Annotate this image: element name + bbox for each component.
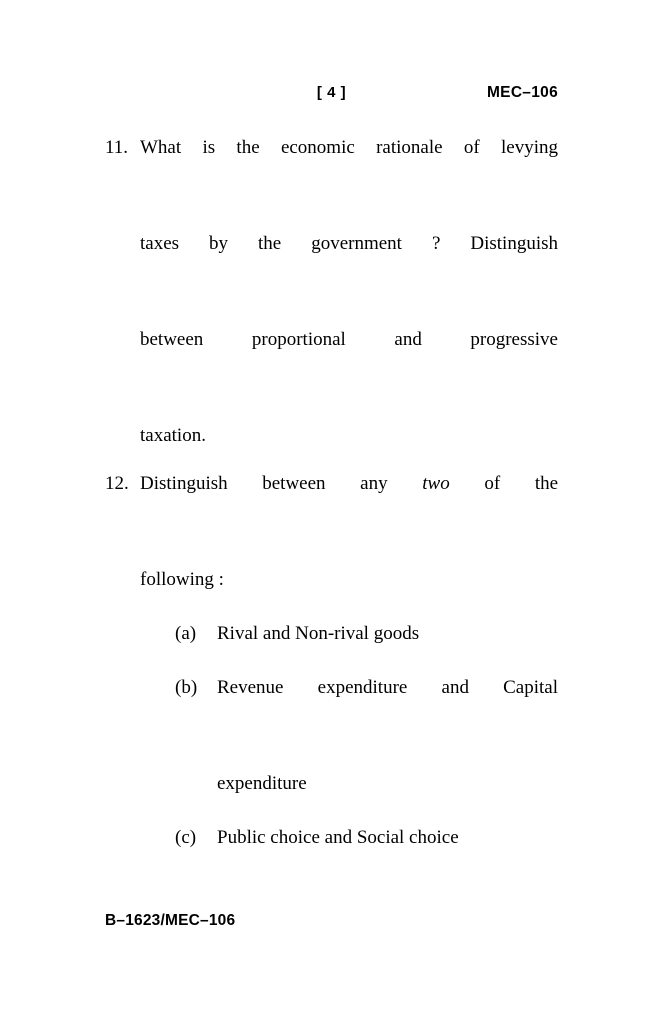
page-number-label: [ 4 ] — [316, 84, 347, 101]
question-11 — [105, 124, 558, 460]
question-12 — [105, 460, 558, 862]
question-12-subitems — [140, 610, 558, 862]
question-12-line-1-part-2: of the — [484, 473, 559, 494]
subitem-a — [140, 610, 558, 658]
question-12-line-2: following : — [140, 569, 224, 590]
subitem-c-label: (c) — [175, 827, 197, 848]
question-11-line-2: taxes by the government ? Distinguish — [140, 233, 558, 254]
question-11-number: 11. — [105, 137, 129, 158]
question-12-number: 12. — [105, 473, 129, 494]
subitem-c-text: Public choice and Social choice — [217, 827, 459, 848]
subitem-b — [140, 664, 558, 808]
question-12-emphasis-two: two — [422, 473, 450, 494]
question-11-line-3: between proportional and progressive — [140, 329, 558, 350]
footer-code-label: B–1623/MEC–106 — [105, 912, 236, 929]
subitem-b-line-2: expenditure — [217, 773, 307, 794]
question-list — [105, 124, 558, 868]
question-12-line-1 — [140, 460, 558, 556]
subitem-a-label: (a) — [175, 623, 197, 644]
subitem-c — [140, 814, 558, 862]
paper-code-label: MEC–106 — [486, 84, 558, 101]
question-11-body — [140, 124, 558, 460]
subitem-b-label: (b) — [175, 677, 198, 698]
question-11-line-1: What is the economic rationale of levying — [140, 137, 558, 158]
question-11-line-4: taxation. — [140, 425, 206, 446]
subitem-a-text: Rival and Non-rival goods — [217, 623, 420, 644]
page-header — [105, 84, 558, 108]
question-12-line-1-part-1: Distinguish between any — [140, 473, 388, 494]
subitem-b-line-1: Revenue expenditure and Capital — [217, 677, 558, 698]
question-12-body — [140, 460, 558, 604]
subitem-b-text — [217, 664, 558, 808]
